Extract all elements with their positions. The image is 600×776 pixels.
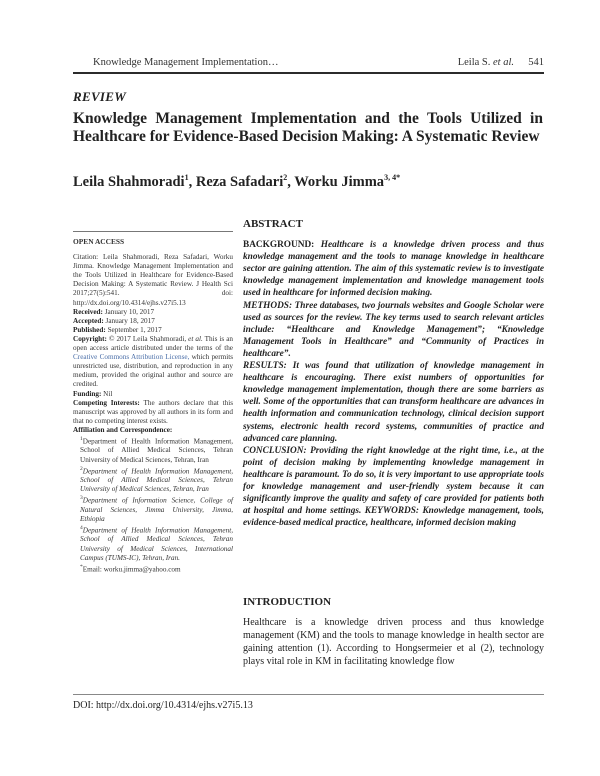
copyright-terms: which permits unrestricted use, distribution, and reproduction in any medium, provided the original author and source are credited.	[73, 353, 234, 389]
running-head-author-name: Leila S.	[457, 57, 491, 68]
methods-text: Three databases, two journals websites and Google Scholar were used as sources for the review. The key terms used to search relevant articles include: “Healthcare and Knowledge Management”; “Knowledge Management Tools in Healthcare” and “Community of Practices in healthcare”.	[243, 300, 544, 359]
abstract	[243, 218, 544, 529]
published-label: Published:	[73, 325, 106, 334]
competing-value: The authors declare that this manuscript was approved by all authors in its form and that no competing interest exists.	[73, 398, 234, 425]
author-name: Leila Shahmoradi	[73, 173, 185, 190]
results-label: RESULTS:	[243, 361, 287, 372]
abstract-conclusion	[243, 445, 544, 530]
results-text: It was found that utilization of knowledge management in healthcare is encouraging. There exist numbers of opportunities for knowledge management implementation, though there are some barriers as well. Some of the opportunities that can transform healthcare are advances in health information and communication technology, clinical decision support systems, electronic health record systems, communities of practice and advanced care planning.	[243, 361, 544, 444]
header-rule	[73, 72, 544, 74]
article-info-sidebar	[73, 231, 233, 574]
author-affiliation-mark: 1	[184, 173, 189, 182]
footer-rule	[73, 694, 544, 695]
received-value: January 10, 2017	[104, 307, 155, 316]
running-head-title: Knowledge Management Implementation…	[93, 57, 279, 68]
affiliation-item	[73, 435, 233, 465]
affiliation-item	[73, 524, 233, 563]
funding-value: Nil	[103, 389, 113, 398]
published-value: September 1, 2017	[107, 325, 162, 334]
funding-label: Funding:	[73, 389, 102, 398]
author-affiliation-mark: 3, 4*	[384, 173, 401, 182]
copyright-text: This is an open access article distributed under the terms of the	[73, 334, 234, 353]
accepted-date	[73, 317, 233, 326]
copyright-et-al: et al.	[188, 334, 203, 343]
copyright-notice	[73, 335, 233, 390]
keywords-label: KEYWORDS:	[364, 506, 420, 517]
received-date	[73, 308, 233, 317]
background-label: BACKGROUND:	[243, 240, 315, 251]
affiliation-mark: 2	[80, 465, 83, 472]
affiliation-mark: 3	[80, 495, 83, 502]
keywords-text: Knowledge management, tools, evidence-based medical practice, healthcare, informed decision making	[243, 506, 544, 529]
corresponding-email[interactable]: Email: worku.jimma@yahoo.com	[82, 565, 181, 574]
affiliation-item	[73, 563, 233, 574]
background-text: Healthcare is a knowledge driven process and thus knowledge management and the tools to manage knowledge in healthcare sector are gaining attention. The aim of this systematic review is to investigate knowledge management implementation and knowledge management tools used in healthcare for informed decision making.	[243, 240, 545, 299]
introduction-body: Healthcare is a knowledge driven process and thus knowledge management (KM) and the tools to manage knowledge in health sector are gaining attention (1). According to Hongsermeier et al (2), technology plays vital role in KM in facilitating knowledge flow	[243, 617, 544, 667]
conclusion-text: Providing the right knowledge at the right time, i.e., at the point of decision making by implementing knowledge management in healthcare is paramount. To do so, it is very important to use appropriate tools for knowledge management and user-friendly system because it can significantly improve the quality and safety of care provided for patients both at hospital and home settings.	[243, 445, 544, 517]
section-tag: REVIEW	[73, 89, 127, 104]
copyright-label: Copyright:	[73, 334, 107, 343]
running-head-et-al: et al.	[493, 57, 514, 68]
affiliation-item	[73, 494, 233, 524]
accepted-label: Accepted:	[73, 316, 104, 325]
received-label: Received:	[73, 307, 103, 316]
abstract-methods	[243, 300, 544, 360]
methods-label: METHODS:	[243, 300, 293, 311]
abstract-heading: ABSTRACT	[243, 218, 303, 230]
abstract-background	[243, 239, 544, 299]
affiliation-mark: *	[80, 563, 83, 570]
introduction-heading: INTRODUCTION	[243, 596, 332, 608]
competing-interests	[73, 399, 233, 426]
footer-doi[interactable]: DOI: http://dx.doi.org/10.4314/ejhs.v27i5.13	[73, 700, 253, 711]
funding-line	[73, 390, 233, 399]
running-head-author	[458, 57, 514, 68]
citation-text: Citation: Leila Shahmoradi, Reza Safadari, Worku Jimma. Knowledge Management Implementation and the Tools Utilized in Healthcare for Evidence-Based Decision Making: A Systematic Review. J Health Sci 2017;27(5):541. doi: http://dx.doi.org/10.4314/ejhs.v27i5.13	[73, 253, 233, 307]
running-head	[73, 57, 544, 71]
open-access-label: OPEN ACCESS	[73, 237, 125, 246]
article-title: Knowledge Management Implementation and the Tools Utilized in Healthcare for Evidence-Based Decision Making: A Systematic Review	[73, 110, 543, 145]
conclusion-label: CONCLUSION:	[243, 445, 307, 456]
affiliation-text: Department of Health Information Management, School of Allied Medical Sciences, Tehran University of Medical Sciences, International Campus (TUMS-IC), Tehran, Iran.	[80, 526, 233, 562]
affiliation-text: Department of Health Information Management, School of Allied Medical Sciences, Tehran University of Medical Sciences, Tehran, Iran	[80, 437, 233, 464]
affiliation-item	[73, 465, 233, 495]
author-list: Leila Shahmoradi$^1$, Reza Safadari$^2$, Worku Jimma$^{3, 4*}$	[73, 173, 401, 190]
author-affiliation-mark: 2	[283, 173, 288, 182]
copyright-holder: © 2017 Leila Shahmoradi,	[108, 334, 187, 343]
abstract-results	[243, 360, 544, 445]
competing-label: Competing Interests:	[73, 398, 140, 407]
accepted-value: January 18, 2017	[105, 316, 155, 325]
affiliation-text: Department of Health Information Management, School of Allied Medical Sciences, Tehran University of Medical Sciences, Tehran, Iran	[80, 467, 233, 494]
affiliation-label: Affiliation and Correspondence:	[73, 425, 173, 434]
page-number: 541	[528, 57, 544, 68]
affiliation-mark: 1	[80, 435, 83, 442]
license-link[interactable]: Creative Commons Attribution License,	[73, 353, 190, 362]
published-date	[73, 326, 233, 335]
author-name: Worku Jimma	[294, 173, 385, 190]
affiliation-mark: 4	[80, 524, 83, 531]
affiliation-heading	[73, 426, 233, 435]
affiliation-text: Department of Information Science, College of Natural Sciences, Jimma University, Jimma, Ethiopia	[80, 496, 233, 523]
author-name: Reza Safadari	[195, 173, 284, 190]
